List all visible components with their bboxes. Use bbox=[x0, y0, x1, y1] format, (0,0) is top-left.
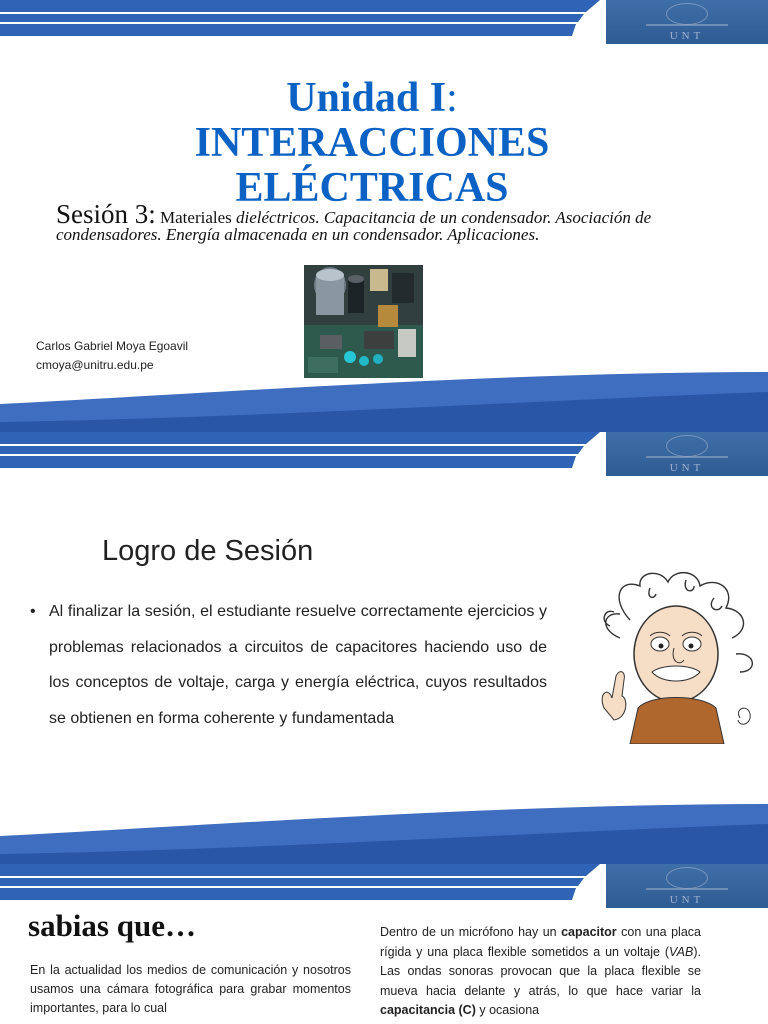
logo-text: UNT bbox=[669, 462, 705, 474]
einstein-cartoon-image bbox=[590, 568, 760, 744]
voltage-variable: VAB bbox=[669, 944, 694, 959]
unt-logo bbox=[606, 864, 768, 908]
bullet-item bbox=[30, 594, 547, 736]
emblem-icon bbox=[666, 3, 708, 25]
bottom-wave bbox=[0, 804, 768, 864]
title-line-2: INTERACCIONES bbox=[194, 120, 550, 166]
emblem-icon bbox=[666, 867, 708, 889]
title-line-3: ELÉCTRICAS bbox=[235, 165, 509, 211]
author-email: cmoya@unitru.edu.pe bbox=[36, 358, 154, 372]
bullet-text: Al finalizar la sesión, el estudiante resuelve correctamente ejercicios y problemas relacionados a circuitos de capacitores haciendo uso de los conceptos de voltaje, carga y energía eléctrica, cuyos resultados se obtienen en forma coherente y fundamentada bbox=[49, 603, 547, 727]
slide-3 bbox=[0, 864, 768, 1024]
bullet-marker: • bbox=[30, 603, 36, 620]
slide-heading: Logro de Sesión bbox=[102, 535, 314, 567]
session-description: Sesión 3: Materiales dieléctricos. Capacitancia de un condensador. Asociación de condensadores. Energía almacenada en un condensador. Aplicaciones. bbox=[56, 199, 652, 244]
circuit-board-image bbox=[304, 265, 423, 378]
unt-logo bbox=[606, 432, 768, 476]
slide-1 bbox=[0, 0, 768, 432]
bottom-wave bbox=[0, 372, 768, 432]
logo-text: UNT bbox=[669, 894, 705, 906]
slide-heading: sabias que… bbox=[28, 908, 196, 943]
logo-text: UNT bbox=[669, 30, 705, 42]
slide-2 bbox=[0, 432, 768, 864]
unt-logo bbox=[606, 0, 768, 44]
title-unit: Unidad I: bbox=[286, 75, 458, 121]
emblem-icon bbox=[666, 435, 708, 457]
right-paragraph: Dentro de un micrófono hay un capacitor con una placa rígida y una placa flexible sometidos a un voltaje (VAB). Las ondas sonoras provocan que la placa flexible se mueva hacia delante y atrás, lo que hace variar la capacitancia (C) y ocasiona bbox=[380, 925, 701, 1017]
left-paragraph: En la actualidad los medios de comunicación y nosotros usamos una cámara fotográfica para grabar momentos importantes, para lo cual bbox=[30, 963, 351, 1015]
author-name: Carlos Gabriel Moya Egoavil bbox=[36, 339, 189, 353]
